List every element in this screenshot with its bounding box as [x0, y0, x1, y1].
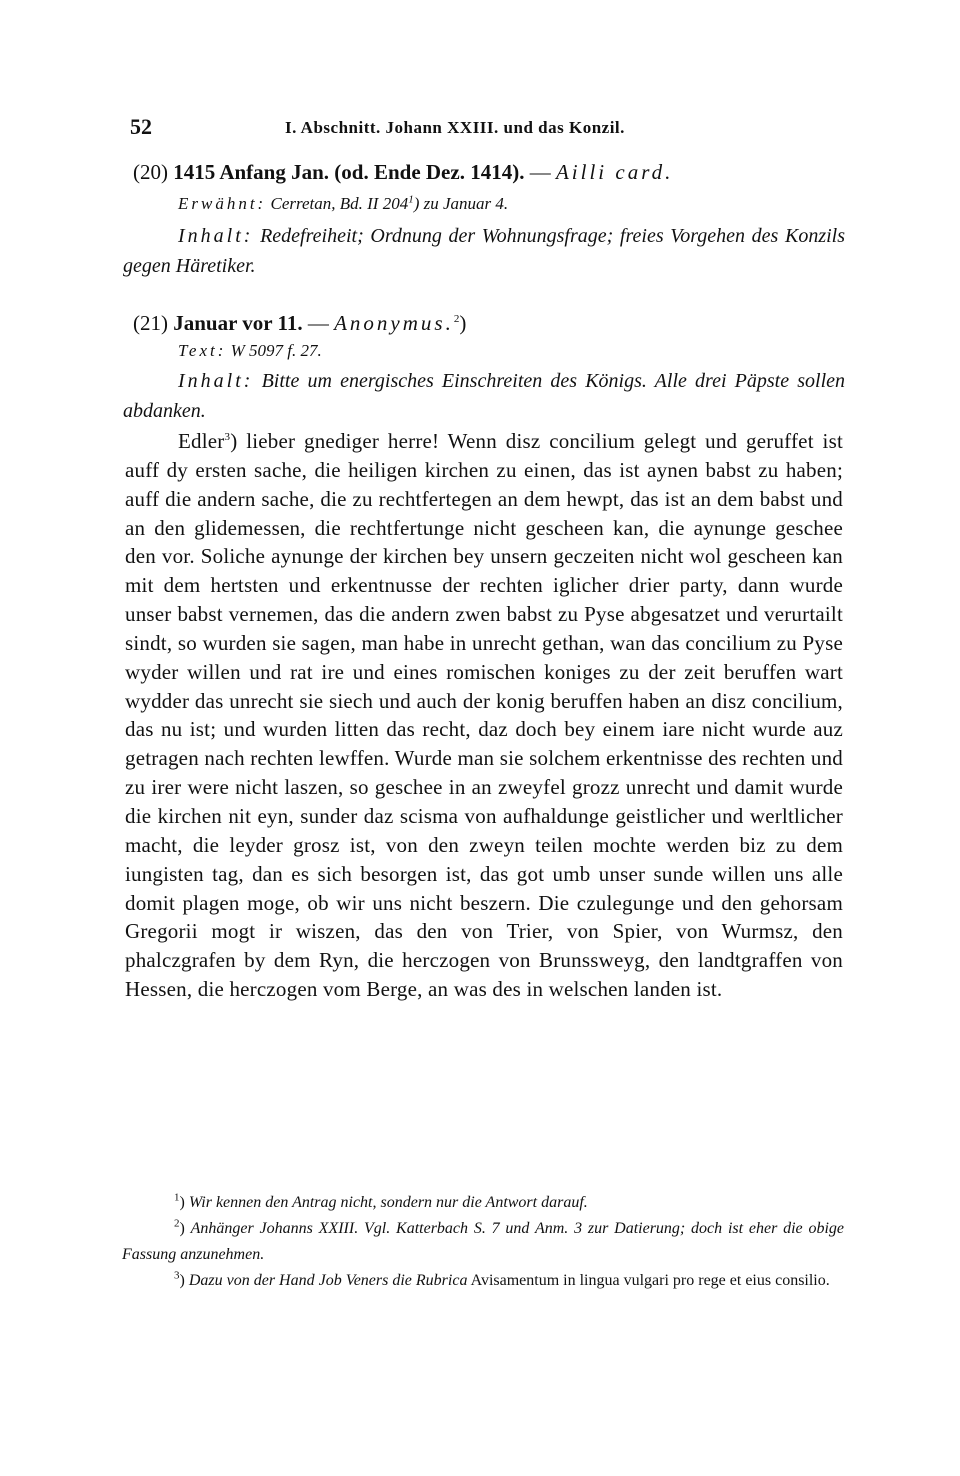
entry-21-date: Januar vor 11.	[173, 311, 303, 335]
footnote-ref-3: 3	[224, 431, 231, 443]
footnote-ref-2: 2	[453, 313, 460, 325]
page-number: 52	[130, 114, 152, 139]
entry-20-content-text: Redefreiheit; Ordnung der Wohnungsfrage; freies Vorgehen des Konzils gegen Häretiker.	[123, 225, 845, 277]
footnote-2: $^2$) Anhänger Johanns XXIII. Vgl. Katterbach S. 7 und Anm. 3 zur Datierung; doch ist eher die obige Fassung anzunehmen.	[122, 1217, 845, 1263]
entry-20-date: 1415 Anfang Jan. (od. Ende Dez. 1414).	[173, 160, 525, 184]
entry-21-content-text: Bitte um energisches Einschreiten des Königs. Alle drei Päpste sollen abdanken.	[123, 370, 846, 422]
entry-20-heading	[133, 160, 845, 185]
footnote-1-text: Wir kennen den Antrag nicht, sondern nur die Antwort darauf.	[188, 1194, 588, 1211]
entry-20-number: (20)	[133, 160, 168, 184]
footnote-1: $^1$) Wir kennen den Antrag nicht, sondern nur die Antwort darauf.	[174, 1191, 588, 1211]
footnote-3-text: Dazu von der Hand Job Veners die Rubrica	[188, 1272, 468, 1289]
footnote-2-text: Anhänger Johanns XXIII. Vgl. Katterbach S. 7 und Anm. 3 zur Datierung; doch ist eher die obige Fassung anzunehmen.	[122, 1220, 845, 1263]
entry-21-heading	[133, 311, 845, 336]
footnote-ref-1: 1	[408, 193, 414, 206]
entry-21-dash: —	[302, 311, 335, 335]
entry-20-mention-label: Erwähnt:	[178, 194, 267, 213]
page-header	[130, 114, 850, 144]
entry-20-dash: —	[524, 160, 556, 184]
footnote-1-marker: 1	[174, 1191, 180, 1204]
entry-21-number: (21)	[133, 311, 168, 335]
entry-20-content	[123, 221, 845, 281]
letter-body	[125, 427, 843, 1004]
footnote-3-marker: 3	[174, 1269, 180, 1282]
entry-21-content	[123, 366, 845, 426]
letter-text: ) lieber gnediger herre! Wenn disz concilium gelegt und geruffet ist auff dy ersten sache, die heiligen kirchen zu einen, das ist aynen babst zu haben; auff die andern sache, die zu rechtfertegen an dem hewpt, das ist an dem babst und an den glidemessen, die rechtfertunge nicht gescheen kan, die aynunge geschee den vor. Soliche aynunge der kirchen bey unsern geczeiten nicht wol gescheen kan mit dem hertsten und erkentnusse der rechten iglicher drier party, dann wurde unser babst vernemen, das die andern zwen babst zu Pyse abgesatzet und verurtailt sindt, so wurden sie sagen, man habe in unrecht gethan, wan das concilium zu Pyse wyder willen und rat ire und eines romischen koniges zu der zeit beruffen wart wydder das unrecht sie siech und auch der konig beruffen haben an disz concilium, das nu ist; und wurden litten das recht, daz doch bey einem iare nicht wurde auz getragen nach rechten lewffen. Wurde man sie solchem erkentnisse des rechten und zu irer were nicht laszen, so geschee in an zweyfel grozz unrecht und damit wurde die kirchen nit eyn, sunder daz scisma von aufhaldunge geistlicher und werltlicher macht, die leyder grosz ist, von den zweyn teilen mochte werden biz zu dem iungisten tag, dan es sich besorgen ist, das got umb unser sunde willen uns alle domit plagen moge, ob wir uns nicht beszern. Die czulegunge und den gehorsam Gregorii mogt ir wiszen, das den von Trier, von Spier, von Wurmsz, den phalczgrafen by dem Ryn, die herczogen von Brunssweyg, den landtgraffen von Hessen, die herczogen vom Berge, an was des in welschen landen ist.	[125, 429, 843, 1002]
entry-20-content-label: Inhalt:	[178, 225, 254, 247]
footnotes	[122, 1190, 844, 1294]
entry-21-author: Anonymus.	[334, 311, 454, 335]
entry-20-author: Ailli card.	[555, 160, 674, 184]
entry-20-mention-tail: ) zu Januar 4.	[413, 194, 509, 213]
running-title: I. Abschnitt. Johann XXIII. und das Konzil.	[285, 118, 625, 137]
letter-opening: Edler	[178, 429, 225, 453]
footnote-3-roman: Avisamentum in lingua vulgari pro rege et eius consilio.	[467, 1272, 830, 1289]
entry-20-mention	[178, 194, 508, 214]
entry-21-text-value: W 5097 f. 27.	[230, 341, 322, 360]
entry-21-author-tail: )	[459, 311, 467, 335]
entry-20-mention-text: Cerretan, Bd. II 204	[270, 194, 409, 213]
entry-21-text-label: Text:	[178, 341, 227, 360]
entry-21-text-ref	[178, 341, 322, 361]
entry-21-content-label: Inhalt:	[178, 370, 254, 392]
footnote-2-marker: 2	[174, 1217, 180, 1230]
footnote-3: $^3$) Dazu von der Hand Job Veners die Rubrica Avisamentum in lingua vulgari pro rege et eius consilio.	[174, 1269, 830, 1289]
